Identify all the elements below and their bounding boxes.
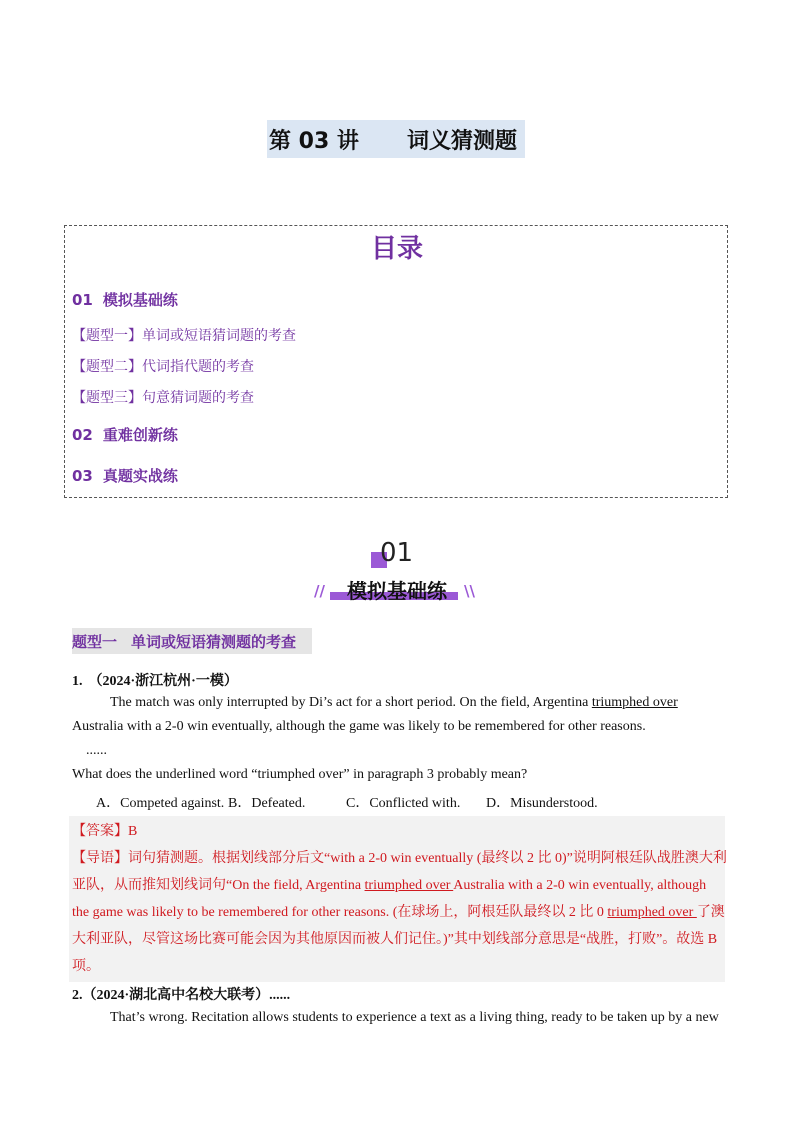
q1-option-b[interactable]: B．Defeated. (228, 796, 306, 811)
q2-header: 2.（2024·湖北高中名校大联考）...... (72, 988, 291, 1003)
answer-label: 【答案】B (72, 824, 138, 839)
answer-guide-line5: 项。 (72, 959, 100, 974)
answer-guide-line1: 【导语】词句猜测题。根据划线部分后文“with a 2-0 win eventually (最终以 2 比 0)”说明阿根廷队战胜澳大利 (72, 851, 727, 866)
q1-option-d[interactable]: D．Misunderstood. (486, 796, 598, 811)
answer-guide-line2: 亚队，从而推知划线词句“On the field, Argentina triumphed over Australia with a 2-0 win eventually, although (72, 878, 707, 893)
q1-header: 1. （2024·浙江杭州·一模） (72, 674, 238, 689)
section-slash-right: \\ (464, 582, 475, 600)
lesson-number: 第 03 讲 (269, 128, 359, 154)
lesson-title (267, 120, 525, 158)
section-number: 01 (380, 538, 414, 568)
section-slash-left: // (314, 582, 325, 600)
toc-item-type2[interactable]: 【题型二】代词指代题的考查 (72, 359, 254, 375)
toc-item-type3[interactable]: 【题型三】句意猜词题的考查 (72, 390, 254, 406)
q1-option-c[interactable]: C．Conflicted with. (346, 796, 461, 811)
q1-ellipsis: ...... (86, 743, 107, 758)
answer-guide-line3: the game was likely to be remembered for other reasons. (在球场上，阿根廷队最终以 2 比 0 triumphed over 了澳 (72, 905, 725, 920)
q1-passage-line1: The match was only interrupted by Di’s act for a short period. On the field, Argentina triumphed over (110, 695, 678, 710)
toc-section-2[interactable]: 02 重难创新练 (72, 426, 178, 444)
type-heading: 题型一 单词或短语猜测题的考查 (72, 628, 312, 654)
q1-passage-line2: Australia with a 2-0 win eventually, although the game was likely to be remembered for other reasons. (72, 719, 646, 734)
toc-item-type1[interactable]: 【题型一】单词或短语猜词题的考查 (72, 328, 296, 344)
section-name: 模拟基础练 (347, 579, 447, 603)
q1-option-a[interactable]: A．Competed against. (96, 796, 225, 811)
q2-passage-line1: That’s wrong. Recitation allows students to experience a text as a living thing, ready to be taken up by a new (110, 1010, 719, 1025)
toc-section-3[interactable]: 03 真题实战练 (72, 467, 178, 485)
answer-box (69, 816, 725, 982)
lesson-name: 词义猜测题 (406, 128, 517, 154)
answer-guide-line4: 大利亚队，尽管这场比赛可能会因为其他原因而被人们记住。)”其中划线部分意思是“战胜，打败”。故选 B (72, 932, 718, 947)
toc-section-1[interactable]: 01 模拟基础练 (72, 291, 178, 309)
toc-heading: 目录 (370, 234, 423, 264)
q1-question: What does the underlined word “triumphed over” in paragraph 3 probably mean? (72, 767, 528, 782)
